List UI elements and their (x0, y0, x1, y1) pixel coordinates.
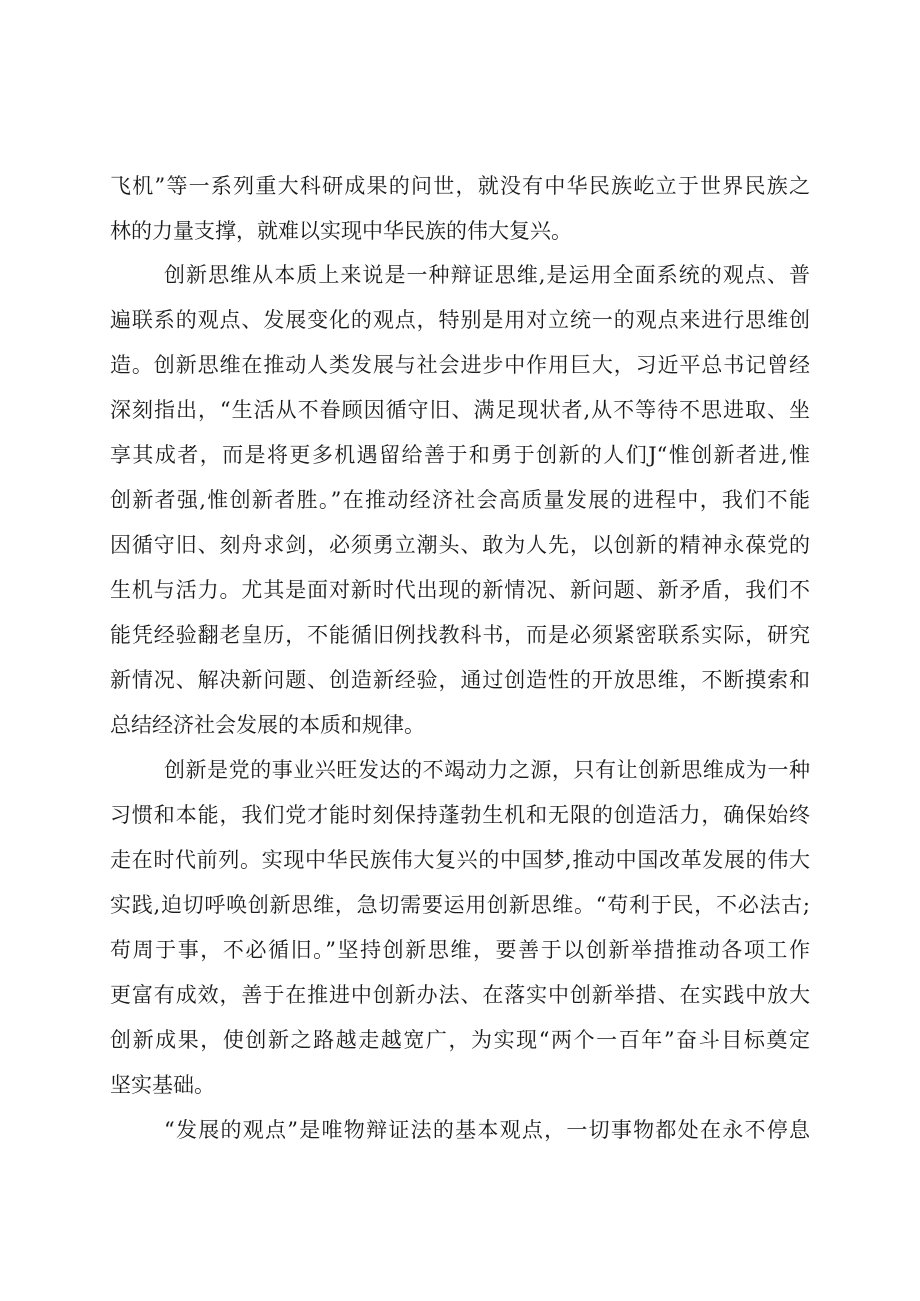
text-line: 新情况、解决新问题、创造新经验，通过创造性的开放思维，不断摸索和 (110, 668, 810, 692)
text-line: 遍联系的观点、发展变化的观点，特别是用对立统一的观点来进行思维创 (110, 308, 810, 332)
text-line: 创新是党的事业兴旺发达的不竭动力之源，只有让创新思维成为一种 (164, 758, 810, 782)
text-line: 飞机”等一系列重大科研成果的问世，就没有中华民族屹立于世界民族之 (110, 174, 810, 198)
text-line: 更富有成效，善于在推进中创新办法、在落实中创新举措、在实践中放大 (110, 983, 810, 1007)
text-line: 生机与活力。尤其是面对新时代出现的新情况、新问题、新矛盾，我们不 (110, 578, 810, 602)
text-line: 深刻指出，“生活从不眷顾因循守旧、满足现状者,从不等待不思进取、坐 (110, 398, 810, 422)
text-line: 坚实基础。 (110, 1073, 215, 1097)
text-line: 苟周于事，不必循旧。”坚持创新思维，要善于以创新举措推动各项工作 (110, 938, 810, 962)
text-line: 实践,迫切呼唤创新思维，急切需要运用创新思维。“苟利于民，不必法古; (110, 893, 810, 917)
text-line: 习惯和本能，我们党才能时刻保持蓬勃生机和无限的创造活力，确保始终 (110, 803, 810, 827)
text-line: “发展的观点”是唯物辩证法的基本观点，一切事物都处在永不停息 (164, 1118, 810, 1142)
text-line: 创新思维从本质上来说是一种辩证思维,是运用全面系统的观点、普 (164, 263, 810, 287)
text-line: 因循守旧、刻舟求剑，必须勇立潮头、敢为人先，以创新的精神永葆党的 (110, 533, 810, 557)
text-line: 创新者强,惟创新者胜。”在推动经济社会高质量发展的进程中，我们不能 (110, 488, 810, 512)
text-line: 总结经济社会发展的本质和规律。 (110, 713, 425, 737)
text-line: 林的力量支撑，就难以实现中华民族的伟大复兴。 (110, 219, 572, 243)
text-line: 走在时代前列。实现中华民族伟大复兴的中国梦,推动中国改革发展的伟大 (110, 848, 810, 872)
text-line: 享其成者，而是将更多机遇留给善于和勇于创新的人们J“惟创新者进,惟 (110, 443, 810, 467)
text-line: 能凭经验翻老皇历，不能循旧例找教科书，而是必须紧密联系实际，研究 (110, 623, 810, 647)
text-line: 造。创新思维在推动人类发展与社会进步中作用巨大，习近平总书记曾经 (110, 353, 810, 377)
text-line: 创新成果，使创新之路越走越宽广，为实现“两个一百年”奋斗目标奠定 (110, 1028, 810, 1052)
